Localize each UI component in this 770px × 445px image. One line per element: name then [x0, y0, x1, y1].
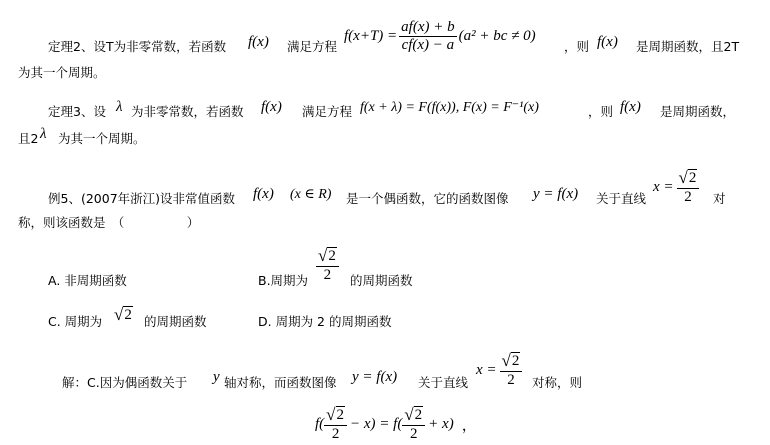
solution-yaxis: y — [213, 369, 220, 385]
example5-prefix: 例5、(2007年浙江)设非常值函数 — [48, 191, 236, 206]
theorem2-denominator: cf(x) − a — [401, 36, 455, 53]
theorem3-equation: f(x + λ) = F(f(x)), F(x) = F⁻¹(x) — [360, 100, 539, 115]
example5-mid: 是一个偶函数，它的函数图像 — [346, 191, 509, 206]
example5-fraction — [677, 169, 700, 206]
theorem2-equation — [344, 16, 536, 56]
solution-mid2: 关于直线 — [418, 375, 469, 390]
example5-line2: 称，则该函数是 （ ） — [18, 215, 200, 230]
eq-sqrt-2: √ 2 — [404, 404, 423, 424]
theorem2-condition: (a² + bc ≠ 0) — [458, 27, 536, 44]
theorem2-fraction — [399, 19, 456, 54]
solution-sqrt: √ 2 — [501, 350, 520, 370]
eq-fraction-1 — [324, 406, 347, 443]
eq-numerator-1 — [324, 406, 347, 426]
eq-comma: ， — [461, 417, 477, 434]
theorem3-func: f(x) — [261, 99, 282, 115]
theorem3-lambda: λ — [116, 99, 123, 115]
example5-sqrt: √ 2 — [678, 167, 697, 187]
solution-line-x: x = — [476, 361, 497, 378]
option-a: A. 非周期函数 — [48, 273, 127, 288]
example5-domain: (x ∈ R) — [290, 187, 332, 202]
theorem3-func2: f(x) — [620, 99, 641, 115]
theorem2-numerator: af(x) + b — [401, 18, 455, 35]
example5-line-x: x = — [653, 178, 674, 195]
example5-mid2: 关于直线 — [596, 191, 647, 206]
theorem3-line2-lambda: λ — [40, 126, 47, 142]
option-b-fraction — [316, 247, 339, 284]
eq-end: + x) — [428, 415, 454, 432]
example5-suffix: 对 — [713, 191, 726, 206]
theorem3-line2-prefix: 且2 — [18, 131, 39, 146]
solution-equation — [315, 403, 477, 445]
option-b-denominator: 2 — [323, 267, 332, 283]
example5-denominator: 2 — [684, 188, 692, 205]
option-b-fraction-wrap — [316, 247, 339, 284]
eq-denominator-2: 2 — [410, 425, 418, 442]
option-b-suffix: 的周期函数 — [350, 273, 413, 288]
solution-denominator: 2 — [507, 371, 515, 388]
example5-graph: y = f(x) — [533, 186, 579, 202]
option-c-sqrt-wrap — [114, 306, 133, 325]
theorem2-func: f(x) — [248, 34, 269, 50]
theorem2-suffix: ，则 — [564, 39, 590, 54]
theorem2-suffix2: 是周期函数，且2T — [636, 39, 740, 54]
eq-denominator-1: 2 — [331, 425, 340, 442]
example5-line-equation — [653, 166, 699, 208]
example5-func: f(x) — [253, 186, 274, 202]
solution-graph: y = f(x) — [352, 369, 398, 385]
theorem2-mid: 满足方程 — [287, 39, 338, 54]
option-c-prefix: C. 周期为 — [48, 314, 103, 329]
theorem3-mid2: 满足方程 — [302, 104, 353, 119]
eq-numerator-2 — [402, 406, 425, 426]
theorem3-suffix: 是周期函数， — [660, 104, 736, 119]
theorem2-lhs: f(x+T) = — [344, 27, 398, 44]
solution-numerator — [500, 352, 523, 372]
solution-suffix: 对称，则 — [532, 375, 583, 390]
option-b-prefix: B.周期为 — [258, 273, 309, 288]
eq-left-f: f( — [315, 415, 325, 432]
option-b-numerator — [316, 247, 339, 267]
eq-fraction-2 — [402, 406, 425, 443]
eq-sqrt-1: √ 2 — [326, 404, 345, 424]
option-b-sqrt: √ 2 — [318, 246, 336, 265]
eq-mid: − x) = f( — [350, 415, 403, 432]
theorem3-mid3: ，则 — [588, 104, 614, 119]
theorem2-line2: 为其一个周期。 — [18, 65, 106, 80]
theorem3-prefix: 定理3、设 — [48, 104, 106, 119]
theorem2-func2: f(x) — [597, 34, 618, 50]
solution-mid: 轴对称，而函数图像 — [224, 375, 337, 390]
theorem3-mid1: 为非零常数，若函数 — [131, 104, 244, 119]
solution-line-equation — [476, 349, 522, 391]
theorem3-line2-suffix: 为其一个周期。 — [58, 131, 146, 146]
option-c-suffix: 的周期函数 — [144, 314, 207, 329]
example5-numerator — [677, 169, 700, 189]
solution-fraction — [500, 352, 523, 389]
theorem2-prefix: 定理2、设T为非零常数，若函数 — [48, 39, 227, 54]
option-d: D. 周期为 2 的周期函数 — [258, 314, 392, 329]
option-c-sqrt: √ 2 — [114, 305, 132, 324]
solution-prefix: 解：C.因为偶函数关于 — [62, 375, 188, 390]
